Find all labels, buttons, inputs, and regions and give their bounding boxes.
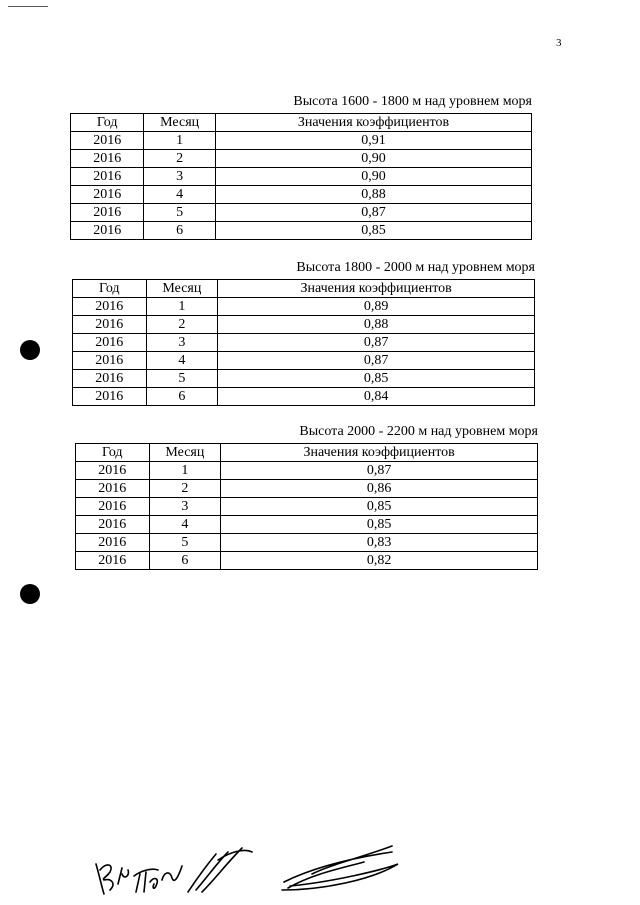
- table-row: [76, 498, 538, 516]
- cell-month: 1: [146, 298, 218, 316]
- table-row: [71, 222, 532, 240]
- cell-year: 2016: [71, 222, 144, 240]
- cell-year: 2016: [73, 352, 147, 370]
- cell-value: 0,85: [215, 222, 531, 240]
- punch-hole: [20, 584, 40, 604]
- cell-year: 2016: [76, 498, 150, 516]
- cell-value: 0,82: [221, 552, 538, 570]
- cell-value: 0,88: [218, 316, 535, 334]
- table-row: [71, 168, 532, 186]
- cell-month: 4: [144, 186, 216, 204]
- coefficients-table: [72, 279, 535, 406]
- table-row: [71, 204, 532, 222]
- cell-value: 0,91: [215, 132, 531, 150]
- cell-year: 2016: [71, 132, 144, 150]
- coefficients-table: [75, 443, 538, 570]
- table-header-row: [71, 114, 532, 132]
- cell-month: 3: [146, 334, 218, 352]
- cell-value: 0,90: [215, 150, 531, 168]
- header-year: Год: [76, 444, 150, 462]
- cell-year: 2016: [73, 298, 147, 316]
- page-number: 3: [556, 37, 562, 49]
- cell-year: 2016: [76, 462, 150, 480]
- cell-month: 6: [149, 552, 221, 570]
- table-row: [71, 132, 532, 150]
- table-row: [73, 352, 535, 370]
- table-row: [76, 516, 538, 534]
- table-block-3: [75, 424, 538, 574]
- cell-year: 2016: [73, 316, 147, 334]
- cell-value: 0,85: [218, 370, 535, 388]
- table-row: [76, 552, 538, 570]
- cell-year: 2016: [71, 204, 144, 222]
- cell-year: 2016: [76, 552, 150, 570]
- cell-year: 2016: [73, 334, 147, 352]
- cell-value: 0,85: [221, 516, 538, 534]
- cell-year: 2016: [76, 534, 150, 552]
- cell-month: 6: [146, 388, 218, 406]
- cell-value: 0,88: [215, 186, 531, 204]
- table-row: [73, 388, 535, 406]
- cell-value: 0,90: [215, 168, 531, 186]
- header-month: Месяц: [146, 280, 218, 298]
- table-row: [73, 334, 535, 352]
- header-values: Значения коэффициентов: [221, 444, 538, 462]
- table-row: [73, 316, 535, 334]
- header-values: Значения коэффициентов: [218, 280, 535, 298]
- cell-month: 5: [144, 204, 216, 222]
- cell-month: 2: [144, 150, 216, 168]
- table-header-row: [73, 280, 535, 298]
- punch-hole: [20, 340, 40, 360]
- cell-month: 5: [146, 370, 218, 388]
- cell-value: 0,87: [218, 352, 535, 370]
- cell-value: 0,87: [221, 462, 538, 480]
- cell-month: 4: [146, 352, 218, 370]
- handwritten-signature: [92, 822, 412, 902]
- cell-month: 5: [149, 534, 221, 552]
- header-month: Месяц: [144, 114, 216, 132]
- cell-value: 0,86: [221, 480, 538, 498]
- cell-month: 6: [144, 222, 216, 240]
- cell-value: 0,87: [215, 204, 531, 222]
- table-row: [71, 150, 532, 168]
- cell-year: 2016: [71, 150, 144, 168]
- table-caption: Высота 1800 - 2000 м над уровнем моря: [296, 260, 535, 275]
- table-caption: Высота 1600 - 1800 м над уровнем моря: [293, 94, 532, 109]
- cell-value: 0,89: [218, 298, 535, 316]
- cell-year: 2016: [76, 480, 150, 498]
- cell-value: 0,85: [221, 498, 538, 516]
- header-year: Год: [73, 280, 147, 298]
- table-block-2: [72, 260, 535, 410]
- cell-year: 2016: [71, 186, 144, 204]
- cell-year: 2016: [73, 370, 147, 388]
- cell-month: 1: [149, 462, 221, 480]
- cell-month: 3: [144, 168, 216, 186]
- cell-month: 2: [146, 316, 218, 334]
- header-year: Год: [71, 114, 144, 132]
- cell-year: 2016: [71, 168, 144, 186]
- header-month: Месяц: [149, 444, 221, 462]
- table-row: [76, 480, 538, 498]
- header-values: Значения коэффициентов: [215, 114, 531, 132]
- cell-year: 2016: [73, 388, 147, 406]
- coefficients-table: [70, 113, 532, 240]
- table-header-row: [76, 444, 538, 462]
- scan-edge-line: [8, 6, 48, 7]
- table-block-1: [70, 94, 532, 244]
- cell-month: 3: [149, 498, 221, 516]
- cell-value: 0,87: [218, 334, 535, 352]
- table-row: [76, 534, 538, 552]
- table-row: [76, 462, 538, 480]
- cell-month: 2: [149, 480, 221, 498]
- table-row: [71, 186, 532, 204]
- cell-value: 0,84: [218, 388, 535, 406]
- table-row: [73, 298, 535, 316]
- cell-month: 1: [144, 132, 216, 150]
- cell-month: 4: [149, 516, 221, 534]
- table-caption: Высота 2000 - 2200 м над уровнем моря: [299, 424, 538, 439]
- cell-value: 0,83: [221, 534, 538, 552]
- table-row: [73, 370, 535, 388]
- cell-year: 2016: [76, 516, 150, 534]
